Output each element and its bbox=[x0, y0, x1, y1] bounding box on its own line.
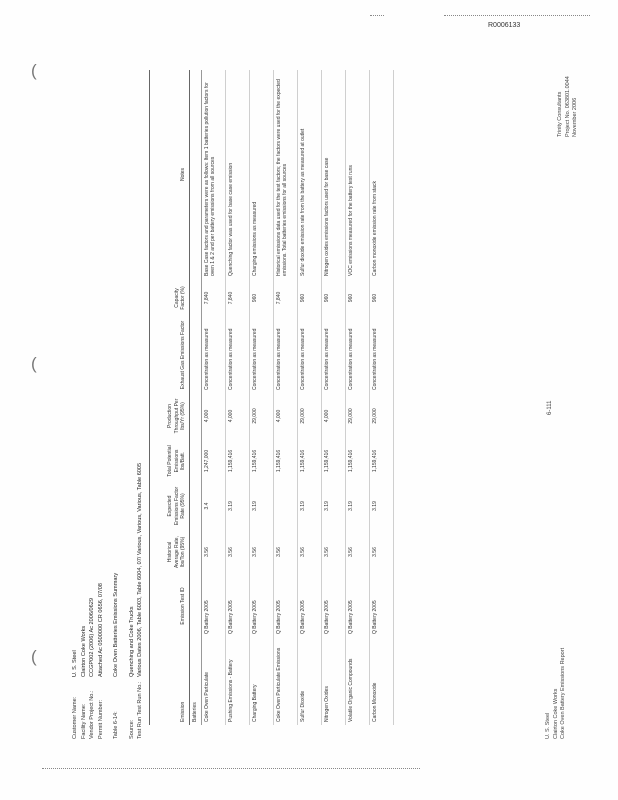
hole-punch-mark: ( bbox=[31, 647, 37, 666]
column-header: Capacity Factor (%) bbox=[150, 279, 190, 317]
document-metadata bbox=[71, 463, 145, 739]
meta-key: Vendor Project No.: bbox=[89, 690, 95, 739]
cell-expected: 3.4 bbox=[201, 483, 225, 529]
cell-hist: 3.56 bbox=[297, 529, 321, 575]
scan-mark bbox=[370, 15, 384, 16]
cell-emission: Coke Oven Particulate bbox=[201, 637, 225, 725]
cell-expected: 3.19 bbox=[321, 483, 345, 529]
group-label: Batteries bbox=[190, 70, 202, 725]
cell-notes: Nitrogen oxides emissions factors used for base case bbox=[321, 70, 345, 279]
table-row bbox=[297, 70, 321, 725]
meta-row bbox=[80, 463, 89, 739]
meta-value: Various Dates 2006, Table 6003, Table 6004, 07/ Various, Various, Various, Table 6005 bbox=[137, 462, 143, 677]
hole-punch-mark: ( bbox=[31, 354, 37, 373]
cell-hist: 3.56 bbox=[249, 529, 273, 575]
cell-test-id: Q Battery 2005 bbox=[225, 575, 249, 637]
table-caption bbox=[112, 463, 121, 739]
cell-notes: Base Case factors and parameters were as follows: Item 1 batteries pollution factors for oven 1 & 2 and per battery emissions from all sources bbox=[201, 70, 225, 279]
footer-right bbox=[557, 76, 580, 137]
meta-value: CCGP002 (2006) Ac 2006/0629 bbox=[89, 598, 95, 677]
cell-test-id: Q Battery 2005 bbox=[249, 575, 273, 637]
footer-line: U. S. Steel bbox=[545, 712, 551, 739]
cell-test-id: Q Battery 2005 bbox=[345, 575, 369, 637]
column-header: Historical Average Rate, lbs/Ton (95%) bbox=[150, 529, 190, 575]
table-row bbox=[225, 70, 249, 725]
scan-mark bbox=[444, 15, 590, 16]
cell-capacity: 960 bbox=[345, 279, 369, 317]
cell-notes: Charging emissions as measured bbox=[249, 70, 273, 279]
cell-notes: Historical emissions data used for the test factors; the factors were used for the expected emissions. Total batteries emissions for all sources bbox=[273, 70, 297, 279]
column-header: Production Throughput Per lbs/Yr (95%) bbox=[150, 393, 190, 439]
cell-capacity: 960 bbox=[297, 279, 321, 317]
cell-factor: Concentration as measured bbox=[321, 317, 345, 393]
meta-value: Coke Oven Batteries Emissions Summary bbox=[113, 572, 119, 677]
cell-factor: Concentration as measured bbox=[249, 317, 273, 393]
cell-hist: 3.56 bbox=[369, 529, 393, 575]
meta-value: U. S. Steel bbox=[72, 650, 78, 677]
table-row bbox=[201, 70, 225, 725]
cell-expected: 3.19 bbox=[225, 483, 249, 529]
meta-key: Test Run Test Run No.: bbox=[137, 681, 143, 739]
meta-key: Permit Number: bbox=[97, 699, 104, 739]
cell-throughput: 29,000 bbox=[369, 393, 393, 439]
hole-punch-mark: ( bbox=[31, 61, 37, 80]
footer-line: Coke Oven Battery Emissions Report bbox=[560, 647, 566, 739]
cell-total: 1,159,416 bbox=[273, 439, 297, 483]
table-body bbox=[190, 70, 394, 725]
meta-row bbox=[71, 463, 80, 739]
cell-capacity: 960 bbox=[369, 279, 393, 317]
cell-emission: Pushing Emissions - Battery bbox=[225, 637, 249, 725]
cell-throughput: 4,000 bbox=[201, 393, 225, 439]
scan-mark bbox=[42, 768, 420, 769]
meta-key: Facility Name: bbox=[80, 703, 87, 739]
column-header: Expected Emissions Factor Rate (95%) bbox=[150, 483, 190, 529]
table-row bbox=[321, 70, 345, 725]
cell-factor: Concentration as measured bbox=[201, 317, 225, 393]
cell-hist: 3.56 bbox=[273, 529, 297, 575]
cell-expected: 3.19 bbox=[297, 483, 321, 529]
page-number: 6-111 bbox=[547, 400, 553, 415]
column-header: Total Potential Emissions lbs/Batt. bbox=[150, 439, 190, 483]
cell-throughput: 29,000 bbox=[345, 393, 369, 439]
cell-total: 1,159,416 bbox=[369, 439, 393, 483]
cell-capacity: 960 bbox=[321, 279, 345, 317]
cell-test-id: Q Battery 2005 bbox=[321, 575, 345, 637]
meta-key: Table 6-14: bbox=[113, 711, 119, 739]
cell-expected: 3.19 bbox=[345, 483, 369, 529]
table-header-row bbox=[150, 70, 190, 725]
footer-left bbox=[545, 648, 568, 739]
footer-line: Clairton Coke Works bbox=[552, 688, 559, 739]
cell-total: 1,159,416 bbox=[345, 439, 369, 483]
table-row bbox=[249, 70, 273, 725]
cell-throughput: 29,000 bbox=[297, 393, 321, 439]
column-header: Emission bbox=[150, 637, 190, 725]
meta-row bbox=[128, 463, 137, 739]
cell-expected: 3.19 bbox=[249, 483, 273, 529]
column-header: Notes bbox=[150, 70, 190, 279]
cell-capacity: 7,840 bbox=[201, 279, 225, 317]
table-row bbox=[273, 70, 297, 725]
meta-value: Attached Ac 0500000 CR 0656, 07/08 bbox=[97, 583, 104, 677]
cell-emission: Nitrogen Oxides bbox=[321, 637, 345, 725]
cell-total: 1,247,000 bbox=[201, 439, 225, 483]
meta-row bbox=[88, 463, 97, 739]
cell-test-id: Q Battery 2005 bbox=[201, 575, 225, 637]
cell-total: 1,159,416 bbox=[297, 439, 321, 483]
cell-test-id: Q Battery 2005 bbox=[273, 575, 297, 637]
cell-hist: 3.56 bbox=[225, 529, 249, 575]
cell-test-id: Q Battery 2005 bbox=[297, 575, 321, 637]
meta-value: Clairton Coke Works bbox=[80, 625, 87, 677]
meta-key: Customer Name: bbox=[72, 696, 78, 739]
cell-emission: Volatile Organic Compounds bbox=[345, 637, 369, 725]
cell-emission: Sulfur Dioxide bbox=[297, 637, 321, 725]
cell-capacity: 7,840 bbox=[273, 279, 297, 317]
cell-factor: Concentration as measured bbox=[273, 317, 297, 393]
cell-notes: VOC emissions measured for the battery test runs bbox=[345, 70, 369, 279]
cell-throughput: 29,000 bbox=[249, 393, 273, 439]
cell-factor: Concentration as measured bbox=[369, 317, 393, 393]
cell-throughput: 4,000 bbox=[321, 393, 345, 439]
cell-factor: Concentration as measured bbox=[297, 317, 321, 393]
cell-factor: Concentration as measured bbox=[345, 317, 369, 393]
table-row bbox=[369, 70, 393, 725]
meta-row bbox=[136, 463, 145, 739]
cell-total: 1,159,416 bbox=[321, 439, 345, 483]
bates-number: R0006133 bbox=[488, 22, 521, 29]
cell-hist: 3.56 bbox=[345, 529, 369, 575]
emissions-table bbox=[149, 70, 394, 725]
cell-expected bbox=[273, 483, 297, 529]
cell-emission: Charging Battery bbox=[249, 637, 273, 725]
cell-capacity: 960 bbox=[249, 279, 273, 317]
cell-total: 1,159,416 bbox=[225, 439, 249, 483]
cell-notes: Sulfur dioxide emission rate from the battery as measured at outlet bbox=[297, 70, 321, 279]
rotated-content bbox=[65, 45, 590, 765]
table-group-row bbox=[190, 70, 202, 725]
column-header: Exhaust Gas Emissions Factor bbox=[150, 317, 190, 393]
cell-capacity: 7,840 bbox=[225, 279, 249, 317]
meta-key: Source: bbox=[128, 719, 135, 739]
cell-test-id: Q Battery 2005 bbox=[369, 575, 393, 637]
cell-emission: Coke Oven Particulate Emissions bbox=[273, 637, 297, 725]
cell-throughput: 4,000 bbox=[225, 393, 249, 439]
cell-hist: 3.56 bbox=[201, 529, 225, 575]
cell-notes: Carbon monoxide emission rate from stack bbox=[369, 70, 393, 279]
cell-expected: 3.19 bbox=[369, 483, 393, 529]
cell-factor: Concentration as measured bbox=[225, 317, 249, 393]
column-header: Emission Test ID bbox=[150, 575, 190, 637]
cell-throughput: 4,000 bbox=[273, 393, 297, 439]
meta-row bbox=[97, 463, 106, 739]
table-row bbox=[345, 70, 369, 725]
footer-line: Trinity Consultants bbox=[557, 91, 563, 137]
footer-line: November 2006 bbox=[572, 97, 578, 137]
footer-line: Project No. 063801.0044 bbox=[564, 76, 571, 137]
cell-total: 1,159,416 bbox=[249, 439, 273, 483]
cell-hist: 3.56 bbox=[321, 529, 345, 575]
cell-notes: Quenching factor was used for base case emission bbox=[225, 70, 249, 279]
meta-value: Quenching and Coke Trucks bbox=[128, 606, 135, 677]
cell-emission: Carbon Monoxide bbox=[369, 637, 393, 725]
